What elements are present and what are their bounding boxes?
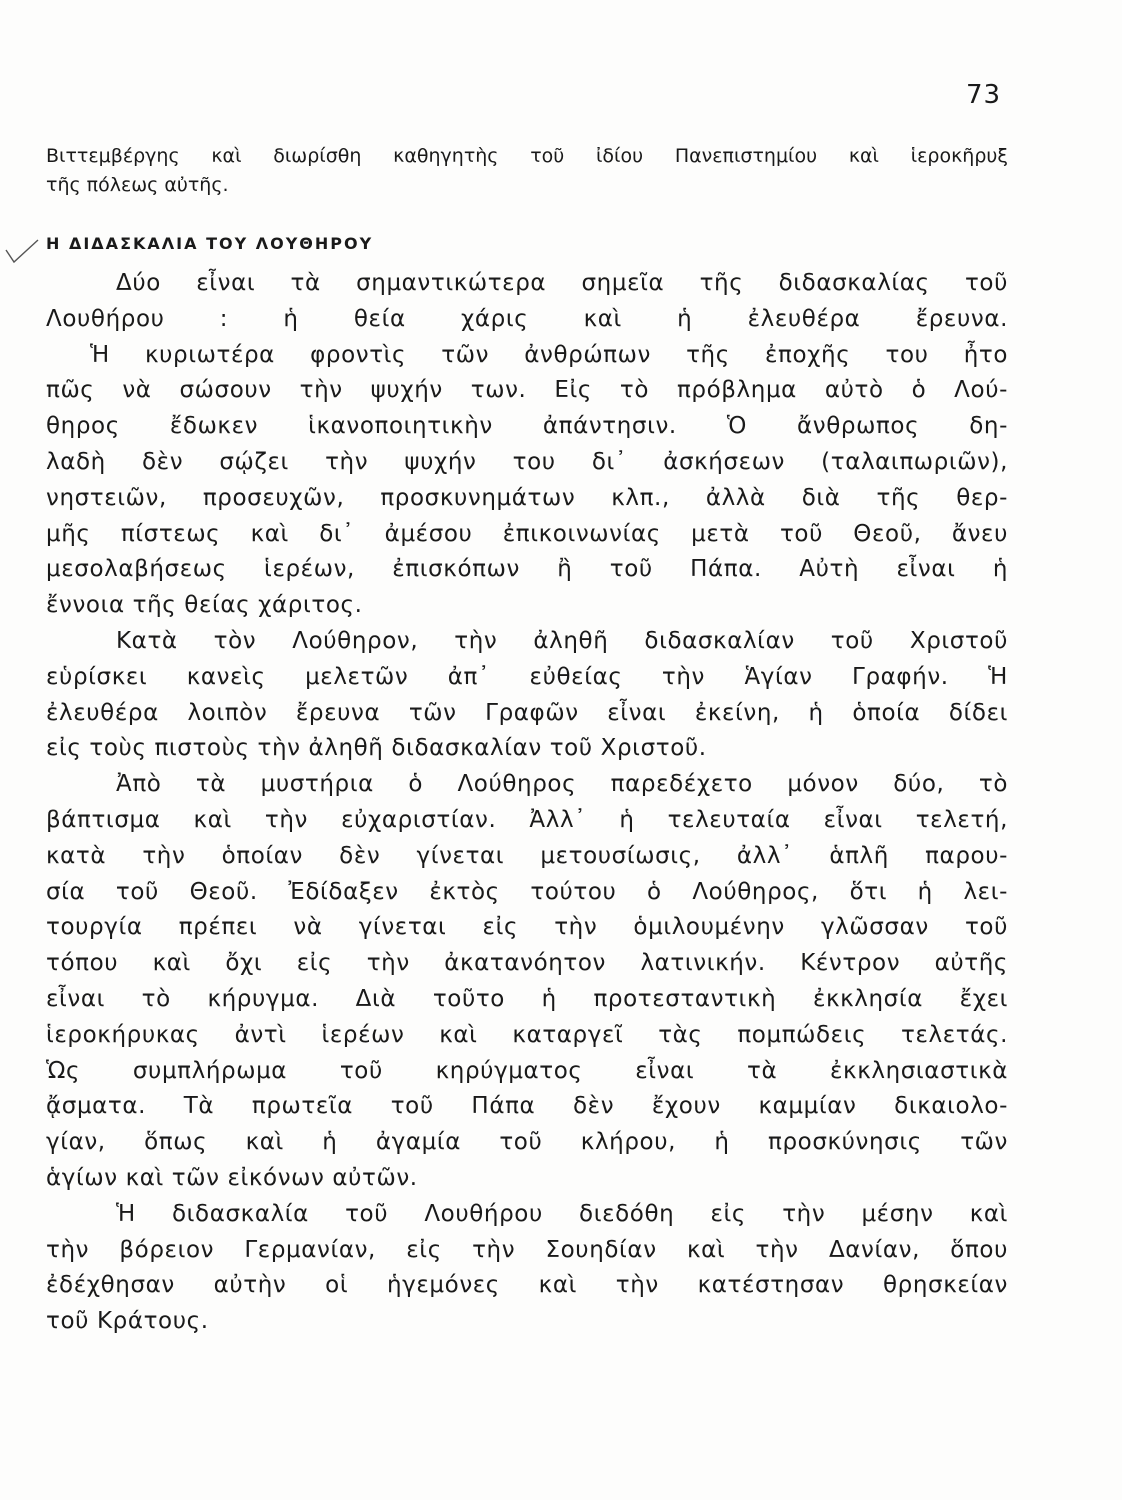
intro-line: τῆς πόλεως αὐτῆς. <box>46 174 229 196</box>
text-line: γίαν, ὅπως καὶ ἡ ἀγαμία τοῦ κλήρου, ἡ προσκύνησις τῶν <box>46 1129 1008 1156</box>
text-line: θηρος ἔδωκεν ἱκανοποιητικὴν ἀπάντησιν. Ὁ ἄνθρωπος δη- <box>46 413 1008 440</box>
text-line: βάπτισμα καὶ τὴν εὐχαριστίαν. Ἀλλ᾽ ἡ τελευταία εἶναι τελετή, <box>46 806 1008 833</box>
text-line: εἶναι τὸ κήρυγμα. Διὰ τοῦτο ἡ προτεσταντικὴ ἐκκλησία ἔχει <box>46 985 1008 1012</box>
text-line: ἔννοια τῆς θείας χάριτος. <box>46 592 363 619</box>
text-line: λαδὴ δὲν σῴζει τὴν ψυχήν του δι᾽ ἀσκήσεων (ταλαιπωριῶν), <box>46 448 1008 475</box>
text-line: νηστειῶν, προσευχῶν, προσκυνημάτων κλπ., ἀλλὰ διὰ τῆς θερ- <box>46 484 1008 511</box>
text-line: τὴν βόρειον Γερμανίαν, εἰς τὴν Σουηδίαν καὶ τὴν Δανίαν, ὅπου <box>46 1236 1008 1263</box>
text-line: Ἀπὸ τὰ μυστήρια ὁ Λούθηρος παρεδέχετο μόνον δύο, τὸ <box>116 771 1008 798</box>
text-line: μῆς πίστεως καὶ δι᾽ ἀμέσου ἐπικοινωνίας μετὰ τοῦ Θεοῦ, ἄνευ <box>46 520 1008 547</box>
text-line: Ἡ κυριωτέρα φροντὶς τῶν ἀνθρώπων τῆς ἐποχῆς του ἦτο <box>90 341 1008 368</box>
text-line: Δύο εἶναι τὰ σημαντικώτερα σημεῖα τῆς διδασκαλίας τοῦ <box>116 270 1008 296</box>
pencil-check-mark-icon <box>4 236 42 266</box>
text-line: ἐλευθέρα λοιπὸν ἔρευνα τῶν Γραφῶν εἶναι ἐκείνη, ἡ ὁποία δίδει <box>46 699 1008 726</box>
text-line: Ὡς συμπλήρωμα τοῦ κηρύγματος εἶναι τὰ ἐκκλησιαστικὰ <box>46 1057 1008 1084</box>
intro-paragraph <box>46 142 1008 200</box>
intro-line: Βιττεμβέργης καὶ διωρίσθη καθηγητὴς τοῦ ἰδίου Πανεπιστημίου καὶ ἱεροκῆρυξ <box>46 145 1008 167</box>
text-line: Κατὰ τὸν Λούθηρον, τὴν ἀληθῆ διδασκαλίαν τοῦ Χριστοῦ <box>116 627 1008 654</box>
text-line: σία τοῦ Θεοῦ. Ἐδίδαξεν ἐκτὸς τούτου ὁ Λούθηρος, ὅτι ἡ λει- <box>46 878 1008 905</box>
text-line: ἐδέχθησαν αὐτὴν οἱ ἡγεμόνες καὶ τὴν κατέστησαν θρησκείαν <box>46 1272 1008 1299</box>
text-line: πῶς νὰ σώσουν τὴν ψυχήν των. Εἰς τὸ πρόβλημα αὐτὸ ὁ Λού- <box>46 377 1008 404</box>
text-line: τόπου καὶ ὄχι εἰς τὴν ἀκατανόητον λατινικήν. Κέντρον αὐτῆς <box>46 950 1008 977</box>
section-heading: Η ΔΙΔΑΣΚΑΛΙΑ ΤΟΥ ΛΟΥΘΗΡΟΥ <box>46 234 374 253</box>
text-line: εἰς τοὺς πιστοὺς τὴν ἀληθῆ διδασκαλίαν τοῦ Χριστοῦ. <box>46 735 707 762</box>
text-line: τουργία πρέπει νὰ γίνεται εἰς τὴν ὁμιλουμένην γλῶσσαν τοῦ <box>46 914 1008 941</box>
text-line: Λουθήρου : ἡ θεία χάρις καὶ ἡ ἐλευθέρα ἔρευνα. <box>46 305 1008 332</box>
text-line: τοῦ Κράτους. <box>46 1308 209 1335</box>
text-line: εὑρίσκει κανεὶς μελετῶν ἀπ᾽ εὐθείας τὴν Ἁγίαν Γραφήν. Ἡ <box>46 663 1008 690</box>
text-line: μεσολαβήσεως ἱερέων, ἐπισκόπων ἢ τοῦ Πάπα. Αὐτὴ εἶναι ἡ <box>46 556 1008 583</box>
text-line: Ἡ διδασκαλία τοῦ Λουθήρου διεδόθη εἰς τὴν μέσην καὶ <box>116 1200 1008 1227</box>
text-line: ᾄσματα. Τὰ πρωτεῖα τοῦ Πάπα δὲν ἔχουν καμμίαν δικαιολο- <box>46 1093 1008 1120</box>
text-line: κατὰ τὴν ὁποίαν δὲν γίνεται μετουσίωσις, ἀλλ᾽ ἁπλῆ παρου- <box>46 842 1008 869</box>
page-number: 73 <box>966 80 1002 110</box>
text-line: ἁγίων καὶ τῶν εἰκόνων αὐτῶν. <box>46 1164 418 1191</box>
text-line: ἱεροκήρυκας ἀντὶ ἱερέων καὶ καταργεῖ τὰς πομπώδεις τελετάς. <box>46 1021 1008 1048</box>
body-text <box>46 266 1008 1340</box>
